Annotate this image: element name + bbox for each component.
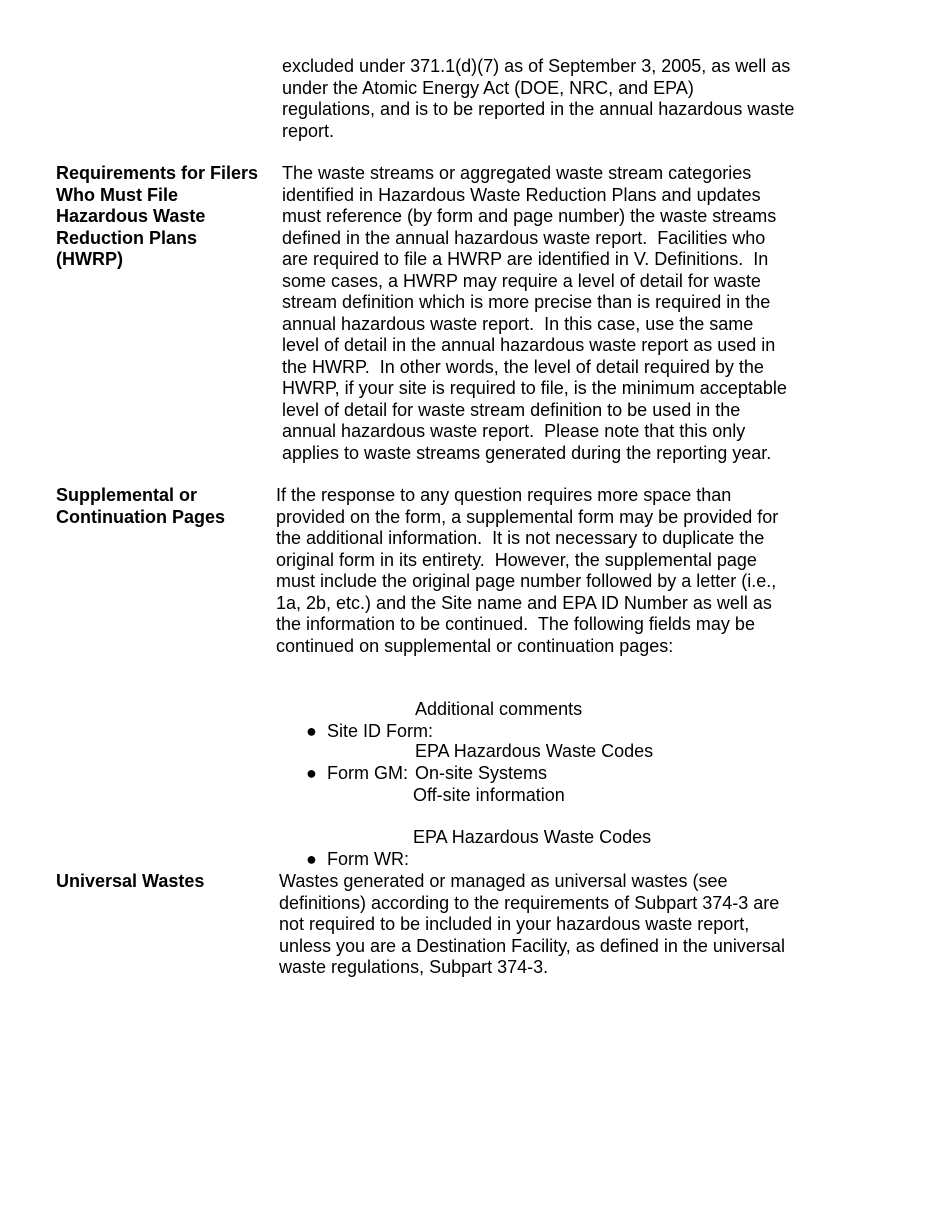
universal-section-heading xyxy=(56,871,271,893)
paragraph-line: annual hazardous waste report. Please note that this only xyxy=(282,421,746,441)
paragraph-line: stream definition which is more precise than is required in the xyxy=(282,292,771,312)
paragraph-line: must reference (by form and page number) the waste streams xyxy=(282,206,777,226)
heading-line: Who Must File xyxy=(56,184,178,205)
form-name: Form GM: xyxy=(327,762,409,783)
paragraph-line: the additional information. It is not necessary to duplicate the xyxy=(276,528,765,548)
supplemental-section-heading xyxy=(56,485,271,528)
field-name: Off-site information xyxy=(413,785,565,805)
paragraph-line: If the response to any question requires more space than xyxy=(276,485,732,505)
supplemental-paragraph xyxy=(276,485,778,657)
hwrp-paragraph xyxy=(282,163,787,464)
field-name: EPA Hazardous Waste Codes xyxy=(415,741,654,761)
paragraph-line: must include the original page number followed by a letter (i.e., xyxy=(276,571,777,591)
form-name: Form WR: xyxy=(327,848,409,869)
paragraph-line: unless you are a Destination Facility, as defined in the universal xyxy=(279,935,785,956)
paragraph-line: identified in Hazardous Waste Reduction Plans and updates xyxy=(282,184,761,205)
bullet-icon: ● xyxy=(306,762,317,783)
intro-line: excluded under 371.1(d)(7) as of September 3, 2005, as well as xyxy=(282,56,791,76)
heading-line: Reduction Plans xyxy=(56,227,198,248)
paragraph-line: level of detail for waste stream definition to be used in the xyxy=(282,399,741,420)
heading-line: Hazardous Waste xyxy=(56,206,206,226)
form-name: Site ID Form: xyxy=(327,720,434,741)
heading-line: Requirements for Filers xyxy=(56,163,259,183)
paragraph-line: level of detail in the annual hazardous waste report as used in xyxy=(282,335,776,355)
paragraph-line: annual hazardous waste report. In this case, use the same xyxy=(282,313,754,334)
list-item xyxy=(276,741,408,806)
paragraph-line: waste regulations, Subpart 374-3. xyxy=(279,957,549,977)
paragraph-line: HWRP, if your site is required to file, is the minimum acceptable xyxy=(282,378,787,398)
paragraph-line: original form in its entirety. However, the supplemental page xyxy=(276,549,757,570)
paragraph-line: The waste streams or aggregated waste stream categories xyxy=(282,163,752,183)
paragraph-line: some cases, a HWRP may require a level of detail for waste xyxy=(282,270,761,291)
field-name: On-site Systems xyxy=(415,763,548,783)
paragraph-line: the HWRP. In other words, the level of detail required by the xyxy=(282,356,764,377)
paragraph-line: not required to be included in your hazardous waste report, xyxy=(279,914,750,934)
paragraph-line: 1a, 2b, etc.) and the Site name and EPA ID Number as well as xyxy=(276,592,772,613)
paragraph-line: provided on the form, a supplemental form may be provided for xyxy=(276,506,779,527)
bullet-icon: ● xyxy=(306,848,317,869)
intro-line: regulations, and is to be reported in the annual hazardous waste xyxy=(282,99,795,119)
bullet-icon: ● xyxy=(306,720,317,741)
intro-paragraph xyxy=(282,56,794,142)
paragraph-line: definitions) according to the requirements of Subpart 374-3 are xyxy=(279,892,780,913)
paragraph-line: defined in the annual hazardous waste report. Facilities who xyxy=(282,227,766,248)
paragraph-line: applies to waste streams generated during the reporting year. xyxy=(282,442,772,463)
paragraph-line: the information to be continued. The following fields may be xyxy=(276,614,755,634)
universal-paragraph xyxy=(279,871,785,979)
intro-line: report. xyxy=(282,120,335,141)
field-name: EPA Hazardous Waste Codes xyxy=(413,827,652,847)
paragraph-line: are required to file a HWRP are identified in V. Definitions. In xyxy=(282,249,769,269)
heading-line: Supplemental or xyxy=(56,485,198,505)
field-name: Additional comments xyxy=(415,699,583,719)
hwrp-section-heading xyxy=(56,163,271,271)
heading-line: Universal Wastes xyxy=(56,871,205,891)
heading-line: (HWRP) xyxy=(56,249,123,269)
intro-line: under the Atomic Energy Act (DOE, NRC, and EPA) xyxy=(282,77,694,98)
paragraph-line: continued on supplemental or continuation pages: xyxy=(276,635,674,656)
heading-line: Continuation Pages xyxy=(56,506,226,527)
paragraph-line: Wastes generated or managed as universal wastes (see xyxy=(279,871,728,891)
